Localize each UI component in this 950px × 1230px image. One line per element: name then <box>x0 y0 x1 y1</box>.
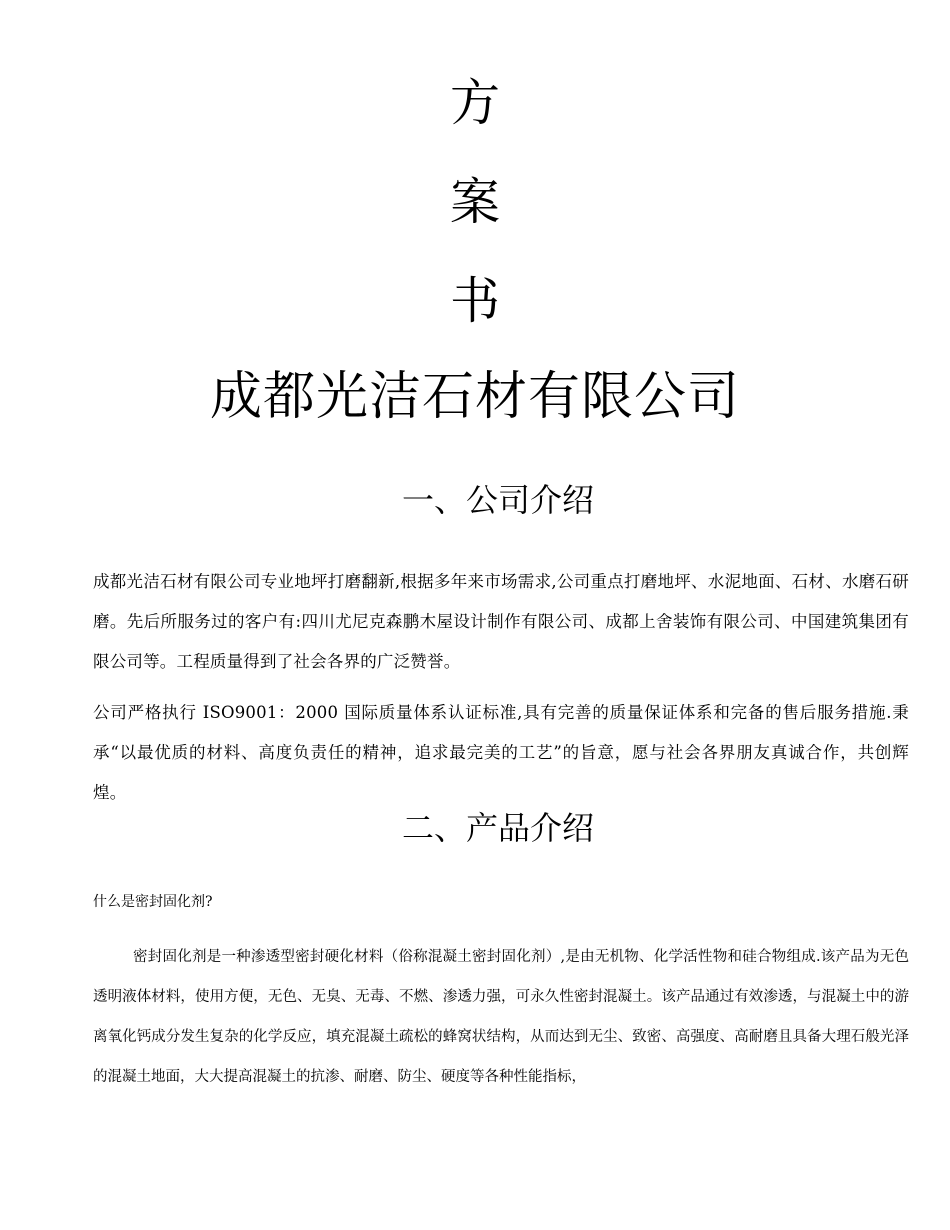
section-heading-product: 二、产品介绍 <box>401 809 594 847</box>
company-intro-paragraph-1: 成都光洁石材有限公司专业地坪打磨翻新,根据多年来市场需求,公司重点打磨地坪、水泥地面、石材、水磨石研磨。先后所服务过的客户有:四川尤尼克森鹏木屋设计制作有限公司、成都上舍装饰有限公司、中国建筑集团有限公司等。工程质量得到了社会各界的广泛赞誉。 <box>93 572 909 671</box>
product-intro-paragraph-1: 密封固化剂是一种渗透型密封硬化材料（俗称混凝土密封固化剂）,是由无机物、化学活性物和硅合物组成.该产品为无色透明液体材料，使用方便，无色、无臭、无毒、不燃、渗透力强，可永久性密封混凝土。该产品通过有效渗透，与混凝土中的游离氧化钙成分发生复杂的化学反应，填充混凝土疏松的蜂窝状结构，从而达到无尘、致密、高强度、高耐磨且具备大理石般光泽的混凝土地面，大大提高混凝土的抗渗、耐磨、防尘、硬度等各种性能指标， <box>93 949 909 1085</box>
product-question: 什么是密封固化剂? <box>93 894 213 910</box>
title-char-2: 案 <box>450 173 500 231</box>
company-name: 成都光洁石材有限公司 <box>209 367 740 427</box>
company-intro-paragraph-2: 公司严格执行 ISO9001：2000 国际质量体系认证标准,具有完善的质量保证体系和完备的售后服务措施.秉承“以最优质的材料、高度负责任的精神，追求最完美的工艺”的旨意，愿与社会各界朋友真诚合作，共创辉煌。 <box>93 703 909 802</box>
title-char-3: 书 <box>450 272 500 330</box>
title-char-1: 方 <box>450 74 500 132</box>
section-heading-company: 一、公司介绍 <box>401 481 594 519</box>
